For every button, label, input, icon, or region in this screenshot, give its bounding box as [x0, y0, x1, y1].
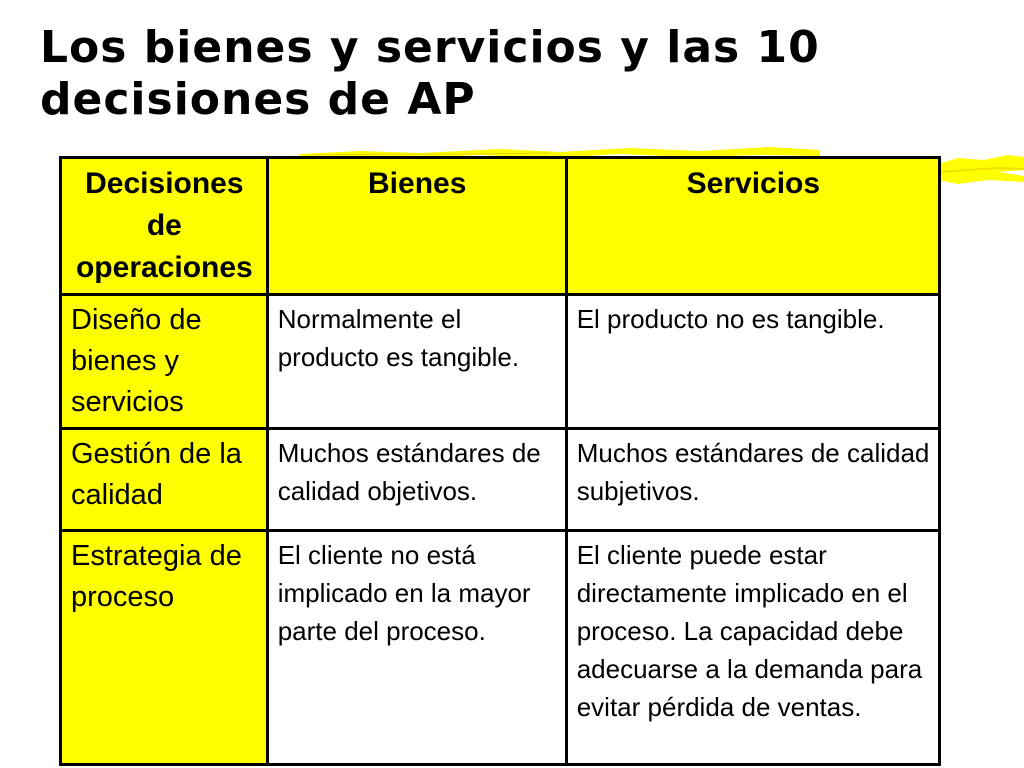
row-bienes: Muchos estándares de calidad objetivos. [267, 429, 566, 531]
table-row [61, 295, 940, 429]
yellow-brush-stroke-right [938, 150, 1024, 196]
header-bienes: Bienes [267, 158, 566, 295]
table-row [61, 531, 940, 765]
table-row [61, 429, 940, 531]
row-servicios: El cliente puede estar directamente implicado en el proceso. La capacidad debe adecuarse a la demanda para evitar pérdida de ventas. [566, 531, 939, 765]
row-bienes: El cliente no está implicado en la mayor parte del proceso. [267, 531, 566, 765]
row-decision: Gestión de la calidad [61, 429, 268, 531]
row-servicios: El producto no es tangible. [566, 295, 939, 429]
slide-title [40, 22, 1000, 126]
header-decisiones: Decisiones de operaciones [61, 158, 268, 295]
row-bienes: Normalmente el producto es tangible. [267, 295, 566, 429]
slide-title-line-1: Los bienes y servicios y las 10 [40, 22, 820, 73]
row-decision: Estrategia de proceso [61, 531, 268, 765]
table-header-row [61, 158, 940, 295]
comparison-table [59, 156, 941, 766]
row-servicios: Muchos estándares de calidad subjetivos. [566, 429, 939, 531]
header-servicios: Servicios [566, 158, 939, 295]
row-decision: Diseño de bienes y servicios [61, 295, 268, 429]
slide-title-line-2: decisiones de AP [40, 74, 476, 125]
